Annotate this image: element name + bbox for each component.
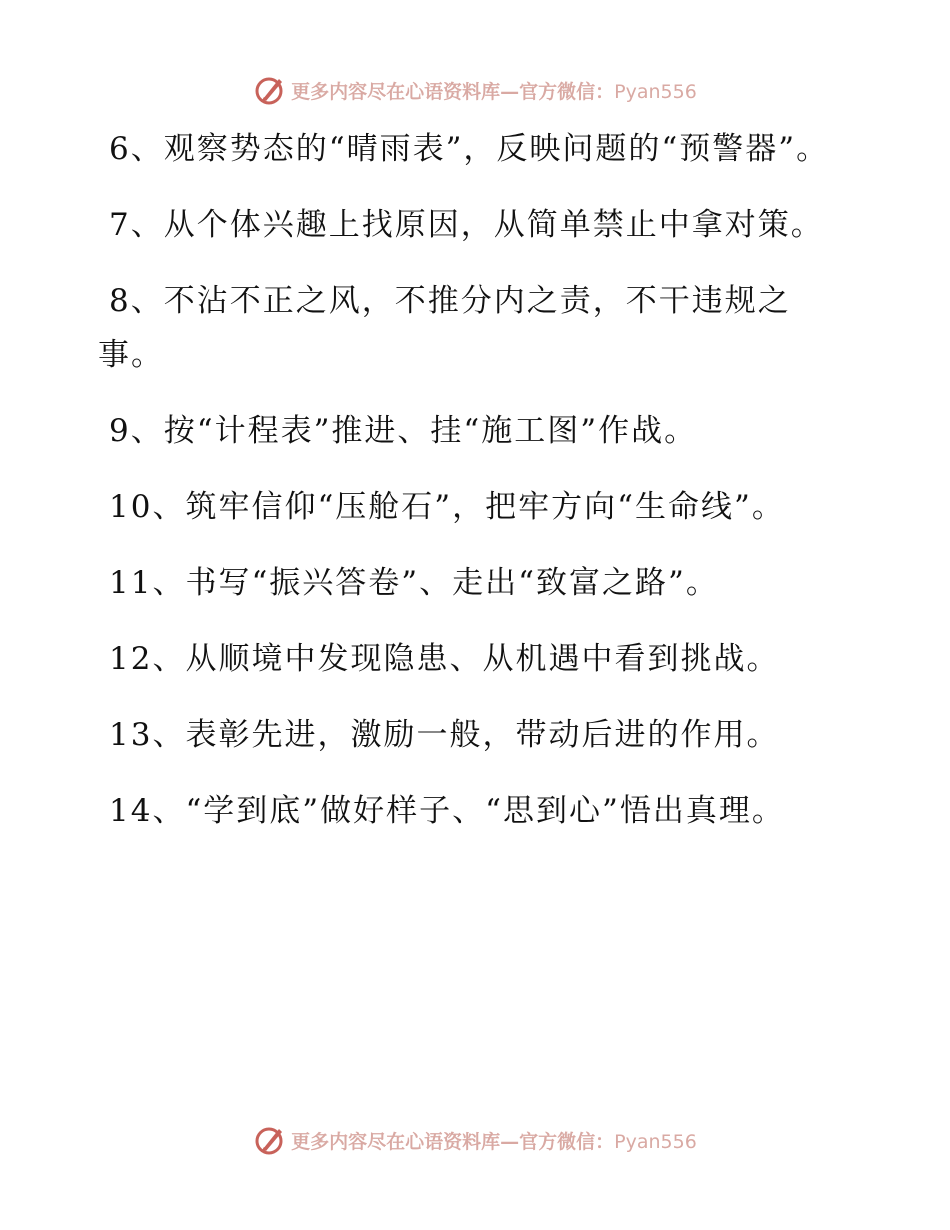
- footer-watermark-text: 更多内容尽在心语资料库—官方微信：Pyan556: [291, 1130, 697, 1153]
- document-body: [98, 122, 838, 860]
- header-watermark-id: Pyan556: [614, 80, 697, 103]
- header-watermark: [0, 70, 950, 110]
- pen-logo-icon: [253, 73, 287, 107]
- header-watermark-text: 更多内容尽在心语资料库—官方微信：Pyan556: [291, 80, 697, 103]
- list-item: 13、表彰先进，激励一般，带动后进的作用。: [109, 717, 780, 753]
- list-item: 9、按“计程表”推进、挂“施工图”作战。: [109, 413, 698, 449]
- pen-logo-icon: [253, 1123, 287, 1157]
- list-item: 10、筑牢信仰“压舱石”，把牢方向“生命线”。: [109, 489, 785, 525]
- list-item: 11、书写“振兴答卷”、走出“致富之路”。: [109, 565, 719, 601]
- footer-watermark: [0, 1120, 950, 1160]
- list-item: 14、“学到底”做好样子、“思到心”悟出真理。: [109, 793, 785, 829]
- list-item: 6、观察势态的“晴雨表”，反映问题的“预警器”。: [109, 131, 830, 167]
- list-item: 8、不沾不正之风，不推分内之责，不干违规之事。: [98, 283, 791, 373]
- list-item: 12、从顺境中发现隐患、从机遇中看到挑战。: [109, 641, 780, 677]
- footer-watermark-id: Pyan556: [614, 1130, 697, 1153]
- list-item: 7、从个体兴趣上找原因，从简单禁止中拿对策。: [109, 207, 824, 243]
